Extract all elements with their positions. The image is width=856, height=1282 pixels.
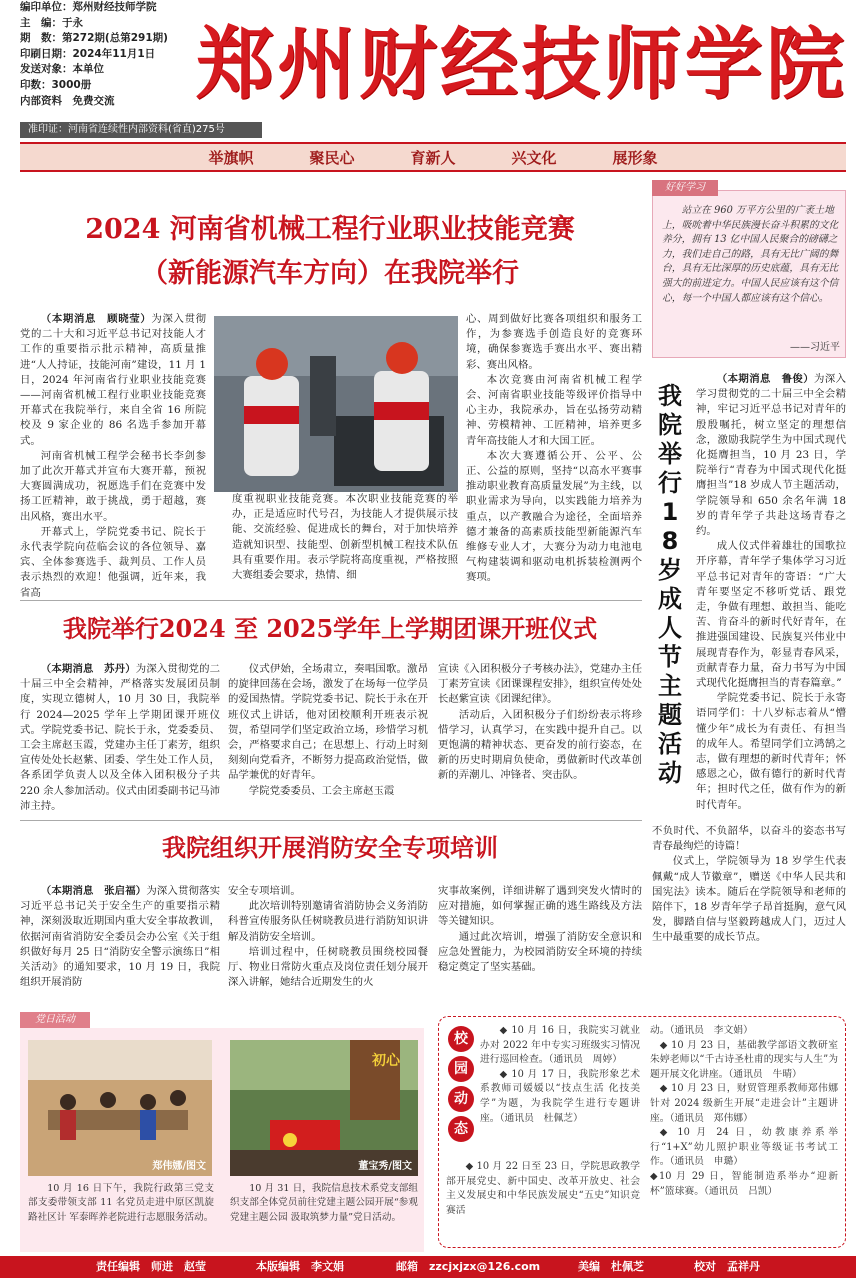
competition-photo (214, 316, 458, 492)
footer-art-editor: 美编 杜佩芝 (578, 1260, 644, 1273)
masthead-char: 学 (684, 19, 765, 110)
title-char: 院 (658, 411, 682, 439)
slogan-item: 育新人 (410, 148, 456, 167)
photo-credit: 郑伟娜/图文 (152, 1161, 206, 1172)
article1-para: 心、周到做好比赛各项组织和服务工作，为参赛选手创造良好的竞赛环境，确保参赛选手赛出水平、赛出精彩、赛出风格。 (466, 313, 642, 371)
title-char: 举 (658, 440, 682, 468)
title-char: 8 (661, 527, 679, 555)
masthead-char: 师 (603, 19, 684, 110)
title-char: 成 (658, 585, 682, 613)
footer-layout-editor: 本版编辑 李文娟 (256, 1260, 344, 1273)
article4-para: 学院党委书记、院长于永寄语同学们：十八岁标志着从“懵懂少年”成长为有责任、有担当的成年人。希望同学们立鸿鹄之志，做有理想的新时代青年；怀感恩之心，做有德行的新时代青年；担时代之任，做有作为的新时代青年。 (696, 692, 846, 811)
masthead-char: 财 (358, 19, 439, 110)
footer-proofreader: 校对 孟祥丹 (694, 1260, 760, 1273)
title-char: 主 (658, 672, 682, 700)
masthead-char: 院 (765, 19, 846, 110)
article4-col-right (696, 372, 846, 813)
article1-para: 度重视职业技能竞赛。本次职业技能竞赛的举办，正是适应时代号召，为技能人才提供展示技能、交流经验、促进成长的舞台，对于加快培养造就知识型、技能型、创新型机械工程技术队伍具有重要作用。表示学院将高度重视，严格按照大赛组委会要求，热情、细 (232, 493, 458, 582)
badge: 园 (448, 1056, 474, 1082)
campus-news-right (650, 1024, 838, 1199)
slogan-item: 兴文化 (511, 148, 557, 167)
meta-line: 期 数：第272期(总第291期) (20, 32, 168, 45)
divider (20, 600, 642, 601)
badge: 校 (448, 1026, 474, 1052)
article1-para: 本次竞赛由河南省机械工程学会、河南省职业技能等级评价指导中心主办，我院承办，旨在弘扬劳动精神、劳模精神、工匠精神，培养更多青年高技能人才和大国工匠。 (466, 373, 642, 447)
article4-para: 成人仪式伴着雄壮的国歌拉开序幕，青年学子集体学习习近平总书记对青年的寄语：“广大青年要坚定不移听党话、跟党走，争做有理想、敢担当、能吃苦、肯奋斗的新时代好青年，在推进强国建设、民族复兴伟业中展现青春作为，彰显青春风采，贡献青春力量，奋力书写为中国式现代化挺膺担当的青春篇章。” (696, 540, 846, 690)
article3-para: 培训过程中，任树晓教员围绕校园餐厅、物业日常防火重点及岗位责任划分展开深入讲解，她结合近期发生的火 (228, 945, 428, 989)
article4-col-bottom (652, 824, 846, 946)
badge: 态 (448, 1116, 474, 1142)
article1-para: 开幕式上，学院党委书记、院长于永代表学院向莅临会议的各位领导、嘉宾、全体参赛选手、裁判员、工作人员表示热烈的欢迎！他强调，近年来，我省高 (20, 525, 206, 599)
article2-col2 (228, 662, 428, 799)
article2-byline: （本期消息 苏丹） (40, 663, 136, 675)
article3-col1 (20, 884, 220, 990)
article2-col1 (20, 662, 220, 814)
campus-news-left (480, 1024, 640, 1126)
quote-body: 站立在 960 万平方公里的广袤土地上，吸吮着中华民族漫长奋斗积累的文化养分，拥有 13 亿中国人民聚合的磅礴之力，我们走自己的路，具有无比广阔的舞台，具有无比深厚的历史底蕴，具有无比强大的前进定力。中国人民应该有这个信心，每一个中国人都应该有这个信心。 (662, 205, 839, 304)
meta-line: 发送对象：本单位 (20, 63, 104, 76)
article3-para: 此次培训特别邀请省消防协会义务消防科普宣传服务队任树晓教员进行消防知识讲解及消防安全培训。 (228, 900, 428, 943)
article4-para: 仪式上，学院领导为 18 岁学生代表佩戴“成人节徽章”，赠送《中华人民共和国宪法》读本。随后在学院领导和老师的陪伴下，18 岁青年学子昂首挺胸，意气风发，脚踏自信与坚毅跨越成人门，迈过人生中最重要的成长节点。 (652, 855, 846, 944)
volunteer-photo (28, 1040, 212, 1176)
article3-para: 灾事故案例，详细讲解了遇到突发火情时的应对措施，如何掌握正确的逃生路线及方法等关键知识。 (438, 885, 642, 928)
park-caption (230, 1182, 418, 1225)
slogan-item: 举旗帜 (208, 148, 254, 167)
article2-para: 宣读《入团积极分子考核办法》，党建办主任丁素芳宣读《团课课程安排》，组织宣传处处长赵紫宣读《团课纪律》。 (438, 663, 642, 706)
badge: 动 (448, 1086, 474, 1112)
caption-text: 10 月 31 日，我院信息技术系党支部组织支部全体党员前往党建主题公园开展“参观党建主题公园 汲取筑梦力量”党日活动。 (230, 1183, 418, 1223)
campus-news-left-bottom (446, 1160, 640, 1218)
title-char: 动 (658, 759, 682, 787)
meta-line: 印数：3000册 (20, 78, 92, 91)
article2-col3 (438, 662, 642, 784)
news-item: ◆ 10 月 16 日，我院实习就业办对 2022 年中专实习班级实习情况进行巡回检查。（通讯员 周婷） (480, 1025, 640, 1066)
news-item: ◆ 10 月 23 日，基础教学部语文教研室朱婷老师以“千古诗圣杜甫的现实与人生”为题开展文化讲座。（通讯员 牛晴） (650, 1039, 838, 1080)
monument-label: 初心 (372, 1053, 400, 1069)
news-item: ◆10 月 29 日，智能制造系举办“迎新杯”篮球赛。（通讯员 吕凯） (650, 1170, 838, 1197)
article4-byline: （本期消息 鲁俊） (716, 373, 815, 385)
article3-para: 为深入贯彻落实习近平总书记关于安全生产的重要指示精神，深刻汲取近期国内重大安全事故教训，依据河南省消防安全委员会办公室《关于组织做好每月 25 日“消防安全警示演练日”相关活动》的通知要求，10 月 19 日，我院组织开展消防 (20, 885, 221, 989)
article2-title: 我院举行2024 至 2025学年上学期团课开班仪式 (62, 614, 598, 643)
article1-para: 本次大赛遵循公开、公平、公正、公益的原则，坚持“以高水平赛事推动职业教育高质量发展”为主线，以职业需求为导向，以实践能力培养为重点，以产教融合为途径，全面培养德才兼备的高素质技能型新能源汽车维修专业人才，大赛分为动力电池电气构建装调和驱动电机拆装检测两个赛项。 (466, 449, 642, 584)
news-item: 动。（通讯员 李文娟） (650, 1025, 753, 1036)
news-item: ◆ 10 月 17 日，我院形象艺术系教师司媛媛以“技点生活 化技美学”为题，为我院学生进行专题讲座。（通讯员 杜佩芝） (480, 1068, 640, 1124)
slogan-bar (20, 142, 846, 172)
news-item: ◆ 10 月 22 日至 23 日，学院思政教学部开展党史、新中国史、改革开放史、社会主义发展史和中华民族发展史“五史”知识竞赛活 (446, 1161, 640, 1216)
title-char: 我 (658, 382, 682, 410)
slogan-item: 展形象 (612, 148, 658, 167)
masthead-char: 经 (440, 19, 521, 110)
article2-para: 学院党委委员、工会主席赵玉霞 (248, 784, 395, 797)
article3-title: 我院组织开展消防安全专项培训 (162, 833, 498, 862)
caption-text: 10 月 16 日下午，我院行政第三党支部支委带领支部 11 名党员走进中原区凯旋路社区计 军泰晖养老院进行志愿服务活动。 (28, 1183, 214, 1223)
article2-para: 仪式伊始，全场肃立，奏唱国歌。激昂的旋律回荡在会场，激发了在场每一位学员的爱国热情。学院党委书记、院长于永在开班仪式上讲话，他对团校顺利开班表示祝贺，希望同学们坚定政治立场，珍惜学习机会，严格要求自己；在思想上、行动上时刻刻刻向党看齐，不断努力提高政治觉悟，做品学兼优的好青年。 (228, 663, 428, 782)
slogan-item: 聚民心 (309, 148, 355, 167)
article1-title-line1: 2024 河南省机械工程行业职业技能竞赛 (85, 214, 575, 245)
article2-para: 活动后，入团积极分子们纷纷表示将珍惜学习，认真学习，在实践中提升自己。以更饱满的精神状态、更奋发的前行姿态，在新的历史时期肩负使命，勇做新时代改革创新的弄潮儿、冲锋者、突击队。 (438, 708, 642, 782)
news-item: ◆ 10 月 24 日，幼教康养系举行“1+X”幼儿照护职业等级证书考试工作。（通讯员 申璐） (650, 1127, 838, 1168)
volunteer-caption (28, 1182, 214, 1225)
article2-para: 为深入贯彻党的二十届三中全会精神，严格落实发展团员制度，实现立德树人，10 月 30 日，我院举行 2024—2025 学年上学期团课开班仪式。学院党委书记、院长于永，党委委员、工会主席赵玉霞，党建办主任丁素芳，组织宣传处处长赵紫、团委、学生处工作人员，各系团学负责人以及全体入团积极分子共 220 余人参加活动。仪式由团委副书记马沛沛主持。 (20, 663, 221, 812)
article1-para: 为深入贯彻党的二十大和习近平总书记对技能人才工作的重要指示批示精神，高质量推进“人人持证，技能河南”建设，11 月 1 日，2024 年河南省行业职业技能竞赛——河南省机械工程行业职业技能竞赛开幕式在我院举行，来自全省 16 所院校及 9 家企业的 86 名选手参加开幕式。 (20, 313, 207, 447)
footer-bar (0, 1256, 856, 1278)
permit-number: 准印证：河南省连续性内部资料(省直)275号 (20, 122, 262, 138)
park-photo (230, 1040, 418, 1176)
title-char: 题 (658, 701, 682, 729)
article1-byline: （本期消息 顾晓莹） (40, 313, 152, 325)
photo-credit: 董宝秀/图文 (358, 1161, 412, 1172)
title-char: 人 (658, 614, 682, 642)
article3-para: 通过此次培训，增强了消防安全意识和应急处置能力，为校园消防安全环境的持续稳定奠定了坚实基础。 (438, 930, 642, 974)
article1-title-line2: （新能源汽车方向）在我院举行 (141, 258, 519, 289)
article1-col2 (232, 492, 458, 583)
article1-col1 (20, 312, 206, 601)
title-char: 活 (658, 730, 682, 758)
article1-col3 (466, 312, 642, 586)
title-char: 行 (658, 469, 682, 497)
article4-para: 不负时代、不负韶华，以奋斗的姿态书写青春最绚烂的诗篇！ (652, 825, 846, 853)
masthead-char: 郑 (196, 19, 277, 110)
meta-line: 主 编：于永 (20, 16, 83, 29)
masthead-char: 技 (521, 19, 602, 110)
meta-line: 编印单位：郑州财经技师学院 (20, 1, 157, 13)
quote-tab: 好好学习 (652, 180, 718, 196)
masthead-char: 州 (277, 19, 358, 110)
meta-line: 印刷日期：2024年11月1日 (20, 47, 156, 60)
title-char: 1 (661, 498, 679, 526)
footer-email: 邮箱 zzcjxjzx@126.com (396, 1260, 541, 1273)
article1-para: 河南省机械工程学会秘书长李剑参加了此次开幕式并宣布大赛开幕，预祝大赛圆满成功，祝愿选手们在竞赛中发扬工匠精神，敢于挑战，勇于超越，赛出风格，赛出水平。 (20, 449, 206, 523)
article3-col3 (438, 884, 642, 975)
divider (20, 820, 642, 821)
campus-badges (448, 1026, 474, 1142)
article3-col2 (228, 884, 428, 990)
news-item: ◆ 10 月 23 日，财贸管理系教师郑伟娜针对 2024 级新生开展“走进会计”主题讲座。（通讯员 郑伟娜） (650, 1083, 838, 1124)
title-char: 岁 (658, 556, 682, 584)
article3-byline: （本期消息 张启福） (40, 885, 147, 897)
quote-signature: ——习近平 (790, 342, 840, 353)
party-activity-tab: 党日活动 (20, 1012, 90, 1028)
title-char: 节 (658, 643, 682, 671)
meta-line: 内部资料 免费交流 (20, 94, 115, 107)
footer-editor: 责任编辑 师进 赵莹 (96, 1260, 206, 1273)
article4-vertical-title (650, 382, 690, 788)
quote-text (662, 204, 840, 306)
article3-para: 安全专项培训。 (228, 885, 301, 897)
article4-para: 为深入学习贯彻党的二十届三中全会精神，牢记习近平总书记对青年的殷殷嘱托，树立坚定的理想信念，激励我院学生为中国式现代化挺膺担当，10 月 23 日，学院举行“青春为中国式现代化挺膺担当”18 岁成人节主题活动，学院领导和 650 余名年满 18 岁的青年学子共赴这场青春之约。 (696, 373, 847, 538)
masthead-title (196, 4, 846, 112)
